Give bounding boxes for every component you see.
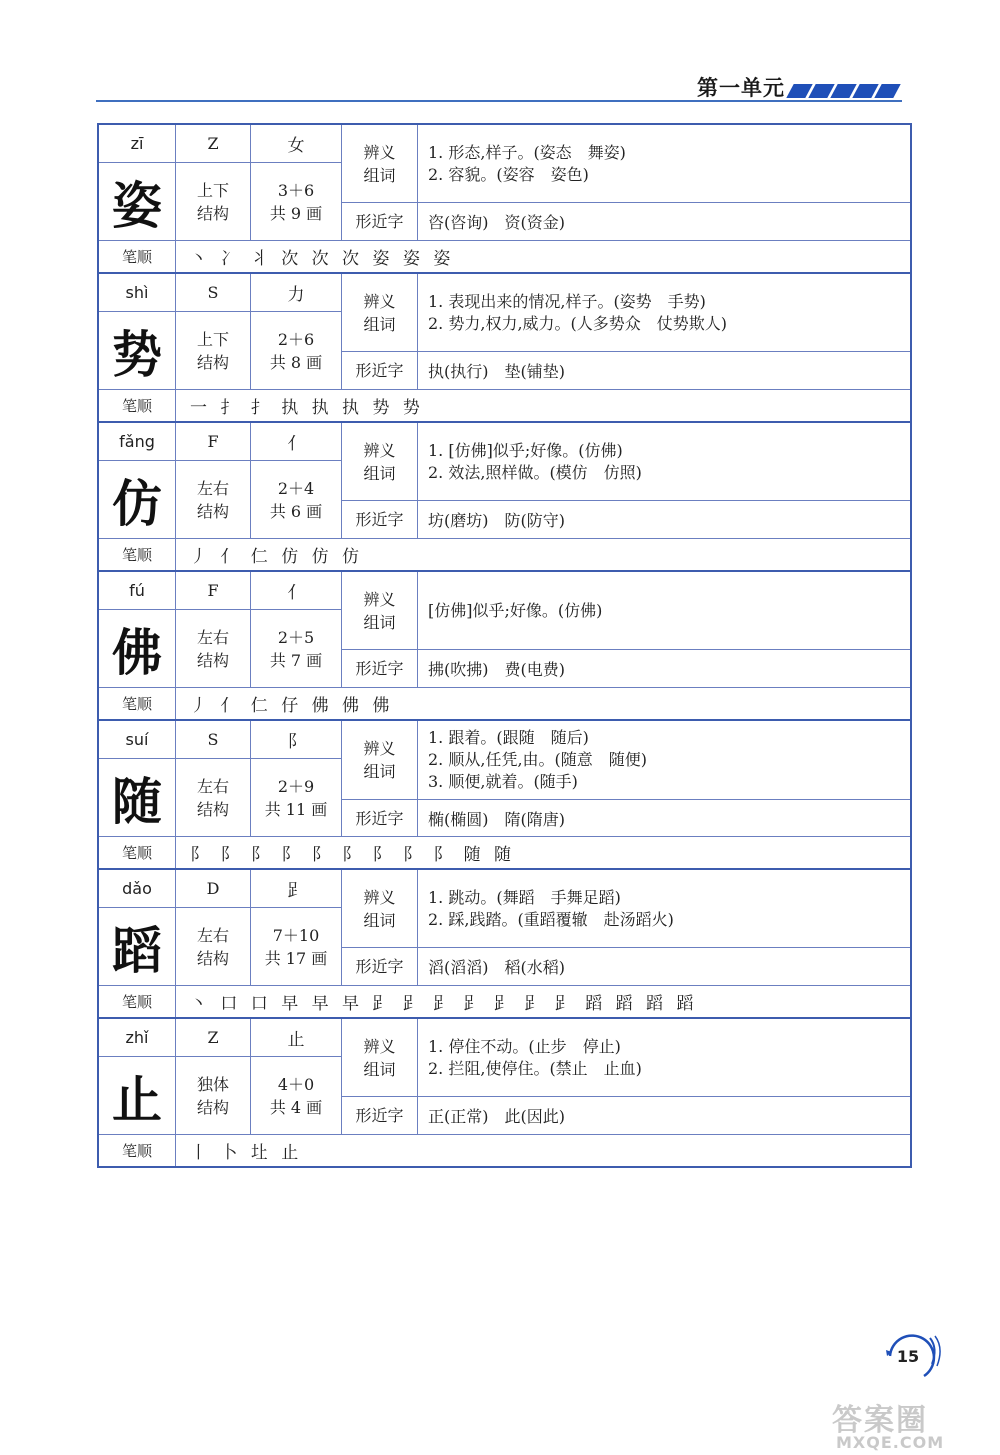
stroke-order-label: 笔顺 (99, 1135, 176, 1166)
definitions (418, 721, 910, 799)
similar-characters: 咨(咨询) 资(资金) (428, 213, 565, 232)
character: 止 (112, 1069, 162, 1129)
similar-label: 形近字 (342, 352, 418, 389)
stroke-order: 丶 冫 丬 次 次 次 姿 姿 姿 (190, 249, 455, 269)
definitions (418, 274, 910, 351)
structure (176, 461, 251, 538)
initial-letter: F (176, 572, 251, 609)
definition-line: 2. 效法,照样做。(模仿 仿照) (428, 462, 642, 482)
similar-label: 形近字 (342, 948, 418, 985)
structure (176, 312, 251, 389)
structure-word: 结构 (196, 352, 229, 372)
stroke-order-label: 笔顺 (99, 539, 176, 570)
stroke-order: 丿 亻 仁 仿 仿 仿 (190, 547, 364, 567)
definition-line: [仿佛]似乎;好像。(仿佛) (428, 600, 603, 620)
stroke-formula: 2＋9 (277, 776, 315, 796)
structure-type: 上下 (196, 180, 229, 200)
initial-letter: F (176, 423, 251, 460)
stroke-order-label: 笔顺 (99, 837, 176, 868)
stroke-total: 共 4 画 (269, 1097, 323, 1117)
character-entry (99, 1019, 910, 1166)
definition-line: 2. 势力,权力,威力。(人多势众 仗势欺人) (428, 313, 728, 333)
stroke-order: 一 扌 扌 执 执 执 势 势 (190, 398, 424, 418)
definition-label: 辨义 组词 (342, 1019, 418, 1096)
stroke-total: 共 9 画 (269, 203, 323, 223)
character: 佛 (112, 622, 162, 682)
stroke-order-label: 笔顺 (99, 986, 176, 1017)
character: 仿 (112, 473, 162, 533)
definition-line: 1. 形态,样子。(姿态 舞姿) (428, 142, 626, 162)
structure-word: 结构 (196, 948, 229, 968)
similar-characters: 拂(吹拂) 费(电费) (428, 660, 565, 679)
definition-label: 辨义 组词 (342, 870, 418, 947)
definition-line: 1. [仿佛]似乎;好像。(仿佛) (428, 440, 623, 460)
structure-word: 结构 (196, 1097, 229, 1117)
stroke-formula: 2＋5 (277, 627, 315, 647)
stroke-formula: 4＋0 (277, 1074, 315, 1094)
initial-letter: Z (176, 125, 251, 162)
definitions (418, 1019, 910, 1096)
stroke-total: 共 8 画 (269, 352, 323, 372)
stroke-order-label: 笔顺 (99, 241, 176, 272)
pinyin: fú (99, 572, 175, 610)
structure (176, 610, 251, 687)
initial-letter: S (176, 721, 251, 758)
radical: 𧾷 (287, 881, 305, 901)
pinyin: zī (99, 125, 175, 163)
structure-word: 结构 (196, 501, 229, 521)
initial-letter: Z (176, 1019, 251, 1056)
radical: 止 (287, 1030, 305, 1050)
character-entry (99, 870, 910, 1019)
header-divider (96, 100, 902, 102)
structure-type: 左右 (196, 627, 229, 647)
similar-characters: 滔(滔滔) 稻(水稻) (428, 958, 565, 977)
stroke-order-label: 笔顺 (99, 390, 176, 421)
definition-line: 1. 表现出来的情况,样子。(姿势 手势) (428, 291, 706, 311)
definition-label: 辨义 组词 (342, 423, 418, 500)
definition-label: 辨义 组词 (342, 572, 418, 649)
stroke-count (251, 759, 341, 836)
similar-label: 形近字 (342, 501, 418, 538)
character: 势 (112, 324, 162, 384)
character-entry (99, 125, 910, 274)
structure-type: 独体 (196, 1074, 229, 1094)
stroke-formula: 3＋6 (277, 180, 315, 200)
definition-line: 2. 踩,践踏。(重蹈覆辙 赴汤蹈火) (428, 909, 674, 929)
watermark-url: MXQE.COM (836, 1433, 945, 1452)
stroke-order: 丶 口 口 早 早 早 𧾷 𧾷 𧾷 𧾷 𧾷 𧾷 𧾷 蹈 蹈 蹈 蹈 (190, 994, 698, 1014)
stroke-formula: 7＋10 (272, 925, 320, 945)
definitions (418, 125, 910, 202)
structure-type: 左右 (196, 776, 229, 796)
definitions (418, 572, 910, 649)
structure (176, 163, 251, 240)
definition-label: 辨义 组词 (342, 125, 418, 202)
initial-letter: D (176, 870, 251, 907)
stroke-count (251, 610, 341, 687)
character-entry (99, 274, 910, 423)
radical: 阝 (287, 732, 305, 752)
stroke-order-label: 笔顺 (99, 688, 176, 719)
pinyin: shì (99, 274, 175, 312)
stroke-count (251, 163, 341, 240)
radical: 女 (287, 136, 305, 156)
similar-characters: 椭(椭圆) 隋(隋唐) (428, 809, 565, 829)
character: 随 (112, 771, 162, 831)
pinyin: suí (99, 721, 175, 759)
character-table (97, 123, 912, 1168)
watermark-logo: 答案圈 (832, 1403, 928, 1438)
stroke-order: 丿 亻 仁 仔 佛 佛 佛 (190, 696, 394, 716)
pinyin: fǎng (99, 423, 175, 461)
stroke-count (251, 312, 341, 389)
definition-line: 2. 容貌。(姿容 姿色) (428, 164, 589, 184)
stroke-count (251, 908, 341, 985)
character-entry (99, 721, 910, 870)
radical: 亻 (287, 434, 305, 454)
similar-characters: 正(正常) 此(因此) (428, 1107, 565, 1126)
definition-line: 2. 拦阻,使停住。(禁止 止血) (428, 1058, 642, 1078)
similar-label: 形近字 (342, 650, 418, 687)
stroke-total: 共 7 画 (269, 650, 323, 670)
stroke-total: 共 6 画 (269, 501, 323, 521)
similar-label: 形近字 (342, 800, 418, 836)
character-entry (99, 572, 910, 721)
pinyin: zhǐ (99, 1019, 175, 1057)
definition-line: 1. 跟着。(跟随 随后) (428, 728, 589, 747)
definition-line: 1. 跳动。(舞蹈 手舞足蹈) (428, 887, 621, 907)
page-number: 15 (896, 1346, 920, 1366)
pinyin: dǎo (99, 870, 175, 908)
radical: 力 (287, 285, 305, 305)
character: 蹈 (112, 920, 162, 980)
definitions (418, 870, 910, 947)
character-entry (99, 423, 910, 572)
definition-label: 辨义 组词 (342, 274, 418, 351)
structure-type: 左右 (196, 925, 229, 945)
radical: 亻 (287, 583, 305, 603)
structure (176, 1057, 251, 1134)
definitions (418, 423, 910, 500)
stroke-count (251, 461, 341, 538)
initial-letter: S (176, 274, 251, 311)
structure (176, 759, 251, 836)
similar-characters: 坊(磨坊) 防(防守) (428, 511, 565, 530)
watermark (828, 1395, 996, 1451)
structure-type: 左右 (196, 478, 229, 498)
structure-word: 结构 (196, 203, 229, 223)
stroke-total: 共 11 画 (264, 799, 328, 819)
stroke-formula: 2＋4 (277, 478, 315, 498)
stroke-total: 共 17 画 (264, 948, 328, 968)
character: 姿 (112, 175, 162, 235)
definition-line: 1. 停住不动。(止步 停止) (428, 1036, 621, 1056)
structure (176, 908, 251, 985)
definition-label: 辨义 组词 (342, 721, 418, 799)
structure-type: 上下 (196, 329, 229, 349)
structure-word: 结构 (196, 650, 229, 670)
stroke-order: 丨 卜 圵 止 (190, 1143, 303, 1163)
stroke-formula: 2＋6 (277, 329, 315, 349)
stroke-count (251, 1057, 341, 1134)
header-decoration (790, 84, 902, 98)
stroke-order: 阝 阝 阝 阝 阝 阝 阝 阝 阝 随 随 (190, 845, 516, 865)
unit-title: 第一单元 (697, 76, 785, 100)
definition-line: 3. 顺便,就着。(随手) (428, 772, 578, 791)
similar-label: 形近字 (342, 203, 418, 240)
similar-label: 形近字 (342, 1097, 418, 1134)
definition-line: 2. 顺从,任凭,由。(随意 随便) (428, 750, 648, 769)
similar-characters: 执(执行) 垫(铺垫) (428, 362, 565, 381)
structure-word: 结构 (196, 799, 229, 819)
